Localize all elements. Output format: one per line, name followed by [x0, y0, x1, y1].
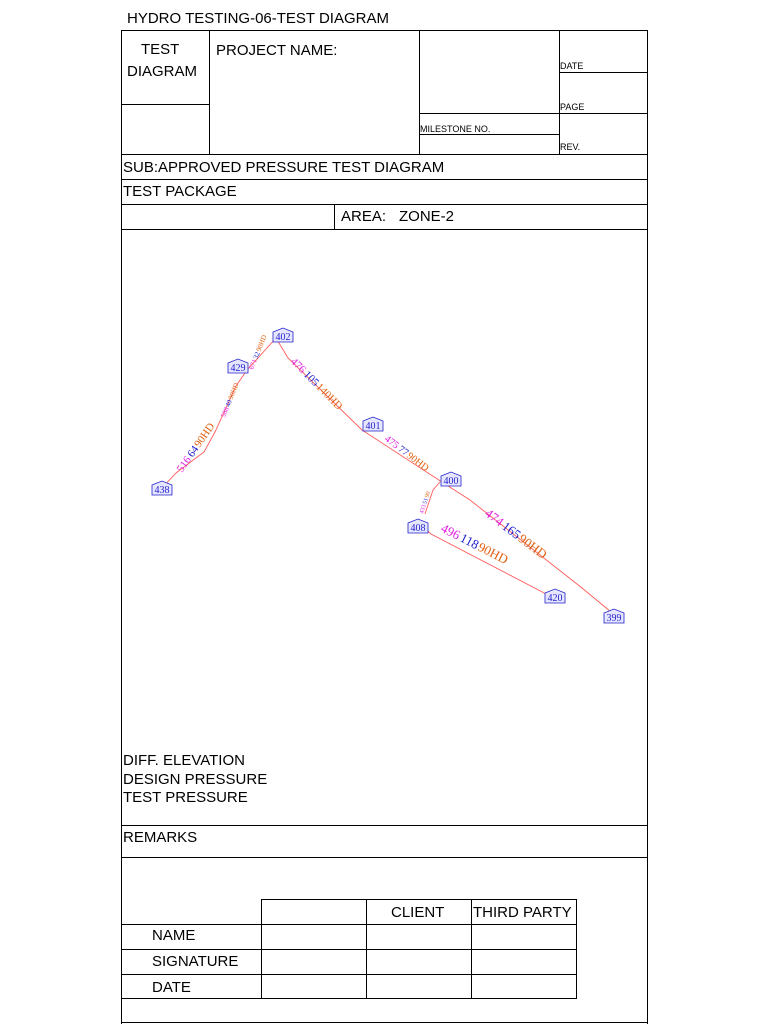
- node-tags: [152, 328, 624, 624]
- segment-label-408-420: 49611890HD: [438, 520, 511, 567]
- column-client: CLIENT: [391, 904, 445, 921]
- test-label: TEST: [141, 41, 180, 58]
- node-tag-label: 401: [365, 421, 381, 432]
- segment-label-400-408: 4335190: [419, 490, 433, 515]
- pipe-lines: [162, 338, 611, 612]
- node-tag-label: 408: [410, 523, 426, 534]
- date-label: DATE: [560, 61, 584, 71]
- test-package-label: TEST PACKAGE: [123, 183, 237, 200]
- node-tag-400: [441, 472, 461, 487]
- diagram-label: DIAGRAM: [127, 63, 198, 80]
- node-tag-438: [152, 481, 172, 496]
- row-name: NAME: [152, 927, 196, 944]
- test-pressure-label: TEST PRESSURE: [123, 789, 248, 806]
- subject-line: SUB:APPROVED PRESSURE TEST DIAGRAM: [123, 159, 445, 176]
- node-tag-label: 438: [154, 485, 170, 496]
- segment-label-400-399: 47416590HD: [482, 505, 551, 562]
- page-label: PAGE: [560, 102, 585, 112]
- node-tag-408: [408, 519, 428, 534]
- frame-bottom: [121, 1022, 648, 1023]
- design-pressure-label: DESIGN PRESSURE: [123, 771, 268, 788]
- node-tag-label: 400: [443, 476, 459, 487]
- node-tag-label: 399: [606, 613, 622, 624]
- project-name-label: PROJECT NAME:: [216, 42, 338, 59]
- remarks-label: REMARKS: [123, 829, 198, 846]
- segment-label-402-401: 476105140HD: [287, 355, 345, 413]
- diff-elevation-label: DIFF. ELEVATION: [123, 752, 245, 769]
- node-tag-399: [604, 609, 624, 624]
- segment-label-438-429: 5166490HD: [174, 420, 218, 475]
- node-tag-label: 420: [547, 593, 563, 604]
- segment-label-401-400: 4757790HD: [382, 433, 431, 474]
- node-tag-401: [363, 417, 383, 432]
- node-tag-402: [273, 328, 293, 343]
- area-label: AREA:: [341, 208, 387, 225]
- area-value: ZONE-2: [399, 208, 455, 225]
- node-tag-label: 402: [275, 332, 291, 343]
- document-title: HYDRO TESTING-06-TEST DIAGRAM: [127, 10, 389, 27]
- node-tag-429: [228, 359, 248, 374]
- rev-label: REV.: [560, 142, 581, 152]
- milestone-label: MILESTONE NO.: [420, 124, 491, 134]
- segment-label-402: 6713290HD: [247, 333, 269, 371]
- column-third-party: THIRD PARTY: [473, 904, 572, 921]
- segment-label-429: 5884090HD: [219, 381, 241, 419]
- row-signature: SIGNATURE: [152, 953, 239, 970]
- row-date: DATE: [152, 979, 191, 996]
- node-tag-label: 429: [230, 363, 246, 374]
- node-tag-420: [545, 589, 565, 604]
